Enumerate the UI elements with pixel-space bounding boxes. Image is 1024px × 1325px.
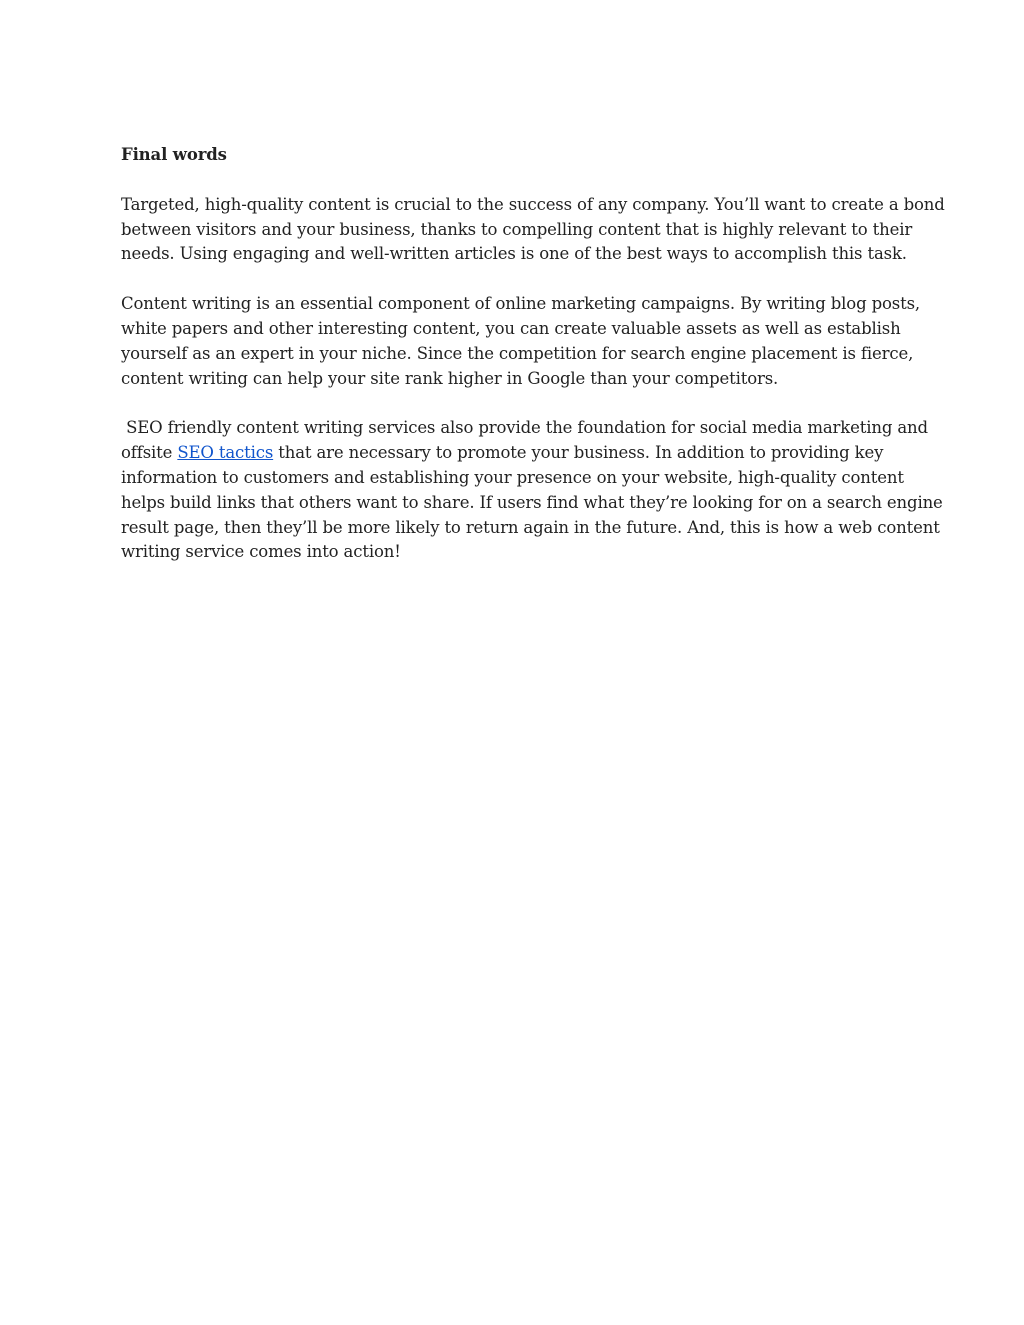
paragraph-line: needs. Using engaging and well-written articles is one of the best ways to accomplish this task.: [121, 244, 907, 264]
paragraph-line: helps build links that others want to share. If users find what they’re looking for on a search engine: [121, 492, 943, 512]
seo-tactics-link[interactable]: SEO tactics: [177, 443, 274, 463]
line-text-before-link: offsite: [121, 443, 178, 463]
paragraph-content-writing: [121, 292, 920, 391]
paragraph-line: result page, then they’ll be more likely to return again in the future. And, this is how a web content: [121, 517, 940, 537]
paragraph-line: writing service comes into action!: [121, 542, 401, 562]
paragraph-line: yourself as an expert in your niche. Since the competition for search engine placement is fierce,: [121, 343, 914, 363]
paragraph-line: between visitors and your business, thanks to compelling content that is highly relevant to their: [121, 219, 913, 239]
paragraph-line: Content writing is an essential component of online marketing campaigns. By writing blog posts,: [121, 294, 920, 314]
section-heading: Final words: [121, 145, 227, 164]
document-body: [121, 143, 945, 590]
paragraph-seo-services: [121, 416, 943, 565]
paragraph-line-with-link: [121, 441, 911, 466]
paragraph-line: SEO friendly content writing services also provide the foundation for social media marketing and: [121, 418, 928, 438]
paragraph-line: Targeted, high-quality content is crucial to the success of any company. You’ll want to create a bond: [121, 194, 945, 214]
paragraph-line: information to customers and establishing your presence on your website, high-quality content: [121, 467, 904, 487]
paragraph-line: content writing can help your site rank higher in Google than your competitors.: [121, 368, 779, 388]
paragraph-targeted-content: [121, 193, 945, 267]
line-text-after-link: that are necessary to promote your business. In addition to providing key: [273, 443, 884, 463]
paragraph-line: white papers and other interesting content, you can create valuable assets as well as establish: [121, 318, 901, 338]
